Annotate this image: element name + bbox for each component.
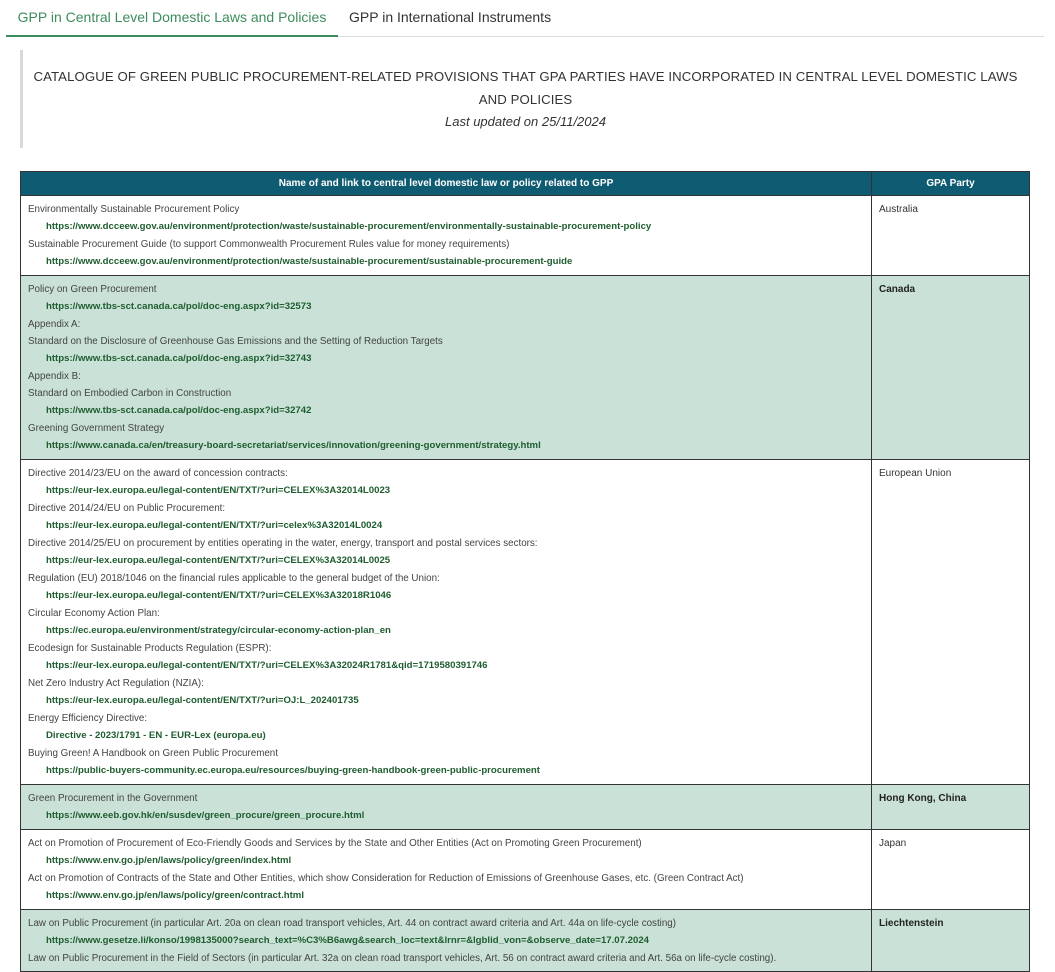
table-row bbox=[21, 830, 1030, 910]
law-link[interactable]: https://eur-lex.europa.eu/legal-content/EN/TXT/?uri=OJ:L_202401735 bbox=[46, 695, 359, 706]
table-header-row bbox=[21, 172, 1030, 196]
law-cell bbox=[21, 830, 872, 910]
law-name: Green Procurement in the Government bbox=[28, 793, 198, 804]
law-name: Buying Green! A Handbook on Green Public Procurement bbox=[28, 748, 278, 759]
party-cell bbox=[872, 910, 1030, 972]
column-header-law: Name of and link to central level domestic law or policy related to GPP bbox=[21, 172, 872, 196]
gpa-party-name: Hong Kong, China bbox=[879, 793, 967, 804]
law-link[interactable]: https://www.tbs-sct.canada.ca/pol/doc-eng.aspx?id=32743 bbox=[46, 353, 312, 364]
law-name: Law on Public Procurement (in particular Art. 20a on clean road transport vehicles, Art. 44 on contract award criteria and Art. 44a on life-cycle costing) bbox=[28, 918, 677, 929]
tab-international-instruments[interactable]: GPP in International Instruments bbox=[349, 9, 552, 25]
table-row bbox=[21, 196, 1030, 276]
table-row bbox=[21, 785, 1030, 830]
gpa-party-name: Japan bbox=[879, 838, 907, 849]
page-title: CATALOGUE OF GREEN PUBLIC PROCUREMENT-RELATED PROVISIONS THAT GPA PARTIES HAVE INCORPORATED IN CENTRAL LEVEL DOMESTIC LAWS AND POLICIES bbox=[33, 69, 1018, 107]
party-cell bbox=[872, 276, 1030, 460]
law-name: Standard on the Disclosure of Greenhouse Gas Emissions and the Setting of Reduction Targets bbox=[28, 336, 443, 347]
law-link[interactable]: https://ec.europa.eu/environment/strategy/circular-economy-action-plan_en bbox=[46, 625, 391, 636]
law-link[interactable]: https://public-buyers-community.ec.europa.eu/resources/buying-green-handbook-green-public-procurement bbox=[46, 765, 540, 776]
last-updated: Last updated on 25/11/2024 bbox=[445, 114, 606, 129]
table-row bbox=[21, 276, 1030, 460]
party-cell bbox=[872, 785, 1030, 830]
law-link[interactable]: https://eur-lex.europa.eu/legal-content/EN/TXT/?uri=CELEX%3A32024R1781&qid=1719580391746 bbox=[46, 660, 488, 671]
law-name: Regulation (EU) 2018/1046 on the financial rules applicable to the general budget of the Union: bbox=[28, 573, 440, 584]
law-name: Act on Promotion of Contracts of the State and Other Entities, which show Consideration for Reduction of Emissions of Greenhouse Gases, etc. (Green Contract Act) bbox=[28, 873, 744, 884]
law-cell bbox=[21, 910, 872, 972]
law-link[interactable]: https://eur-lex.europa.eu/legal-content/EN/TXT/?uri=CELEX%3A32018R1046 bbox=[46, 590, 392, 601]
party-cell bbox=[872, 830, 1030, 910]
law-link[interactable]: https://www.dcceew.gov.au/environment/protection/waste/sustainable-procurement/environmentally-sustainable-procurement-policy bbox=[46, 221, 652, 232]
law-name: Directive 2014/25/EU on procurement by entities operating in the water, energy, transport and postal services sectors: bbox=[28, 538, 538, 549]
law-cell bbox=[21, 460, 872, 785]
table-row bbox=[21, 910, 1030, 972]
law-name: Ecodesign for Sustainable Products Regulation (ESPR): bbox=[28, 643, 272, 654]
law-link[interactable]: https://www.gesetze.li/konso/1998135000?search_text=%C3%B6awg&search_loc=text&lrnr=&lgblid_von=&observe_date=17.07.2024 bbox=[46, 935, 649, 946]
law-name: Sustainable Procurement Guide (to support Commonwealth Procurement Rules value for money requirements) bbox=[28, 239, 510, 250]
law-name: Directive 2014/23/EU on the award of concession contracts: bbox=[28, 468, 288, 479]
law-name: Law on Public Procurement in the Field of Sectors (in particular Art. 32a on clean road transport vehicles, Art. 56 on contract award criteria and Art. 56a on life-cycle costing). bbox=[28, 953, 777, 964]
law-name: Directive 2014/24/EU on Public Procurement: bbox=[28, 503, 226, 514]
law-name: Circular Economy Action Plan: bbox=[28, 608, 160, 619]
law-name: Act on Promotion of Procurement of Eco-Friendly Goods and Services by the State and Other Entities (Act on Promoting Green Procurement) bbox=[28, 838, 642, 849]
intro-block bbox=[20, 50, 1028, 148]
gpa-party-name: Australia bbox=[879, 204, 918, 215]
law-name: Greening Government Strategy bbox=[28, 423, 165, 434]
gpp-catalogue-table bbox=[20, 171, 1030, 972]
party-cell bbox=[872, 460, 1030, 785]
law-link[interactable]: https://eur-lex.europa.eu/legal-content/EN/TXT/?uri=CELEX%3A32014L0023 bbox=[46, 485, 391, 496]
gpa-party-name: European Union bbox=[879, 468, 952, 479]
gpa-party-name: Liechtenstein bbox=[879, 918, 944, 929]
law-link[interactable]: https://www.canada.ca/en/treasury-board-secretariat/services/innovation/greening-government/strategy.html bbox=[46, 440, 541, 451]
law-link[interactable]: https://eur-lex.europa.eu/legal-content/EN/TXT/?uri=CELEX%3A32014L0025 bbox=[46, 555, 391, 566]
law-name: Appendix A: bbox=[28, 319, 81, 330]
table-row bbox=[21, 460, 1030, 785]
party-cell bbox=[872, 196, 1030, 276]
law-link[interactable]: https://www.env.go.jp/en/laws/policy/green/index.html bbox=[46, 855, 292, 866]
law-link[interactable]: https://www.tbs-sct.canada.ca/pol/doc-eng.aspx?id=32742 bbox=[46, 405, 312, 416]
law-link[interactable]: https://eur-lex.europa.eu/legal-content/EN/TXT/?uri=celex%3A32014L0024 bbox=[46, 520, 383, 531]
law-link[interactable]: https://www.env.go.jp/en/laws/policy/green/contract.html bbox=[46, 890, 304, 901]
tab-central-level-laws[interactable]: GPP in Central Level Domestic Laws and Policies bbox=[6, 0, 338, 37]
law-link[interactable]: https://www.tbs-sct.canada.ca/pol/doc-eng.aspx?id=32573 bbox=[46, 301, 312, 312]
law-name: Net Zero Industry Act Regulation (NZIA): bbox=[28, 678, 204, 689]
law-name: Policy on Green Procurement bbox=[28, 284, 157, 295]
column-header-party: GPA Party bbox=[872, 172, 1030, 196]
law-name: Energy Efficiency Directive: bbox=[28, 713, 148, 724]
law-link[interactable]: Directive - 2023/1791 - EN - EUR-Lex (europa.eu) bbox=[46, 730, 266, 741]
law-cell bbox=[21, 276, 872, 460]
law-link[interactable]: https://www.dcceew.gov.au/environment/protection/waste/sustainable-procurement/sustainable-procurement-guide bbox=[46, 256, 573, 267]
law-name: Standard on Embodied Carbon in Construction bbox=[28, 388, 232, 399]
law-name: Environmentally Sustainable Procurement Policy bbox=[28, 204, 240, 215]
law-link[interactable]: https://www.eeb.gov.hk/en/susdev/green_procure/green_procure.html bbox=[46, 810, 365, 821]
law-name: Appendix B: bbox=[28, 371, 81, 382]
law-cell bbox=[21, 785, 872, 830]
gpa-party-name: Canada bbox=[879, 284, 916, 295]
tab-bar bbox=[6, 0, 1044, 37]
law-cell bbox=[21, 196, 872, 276]
